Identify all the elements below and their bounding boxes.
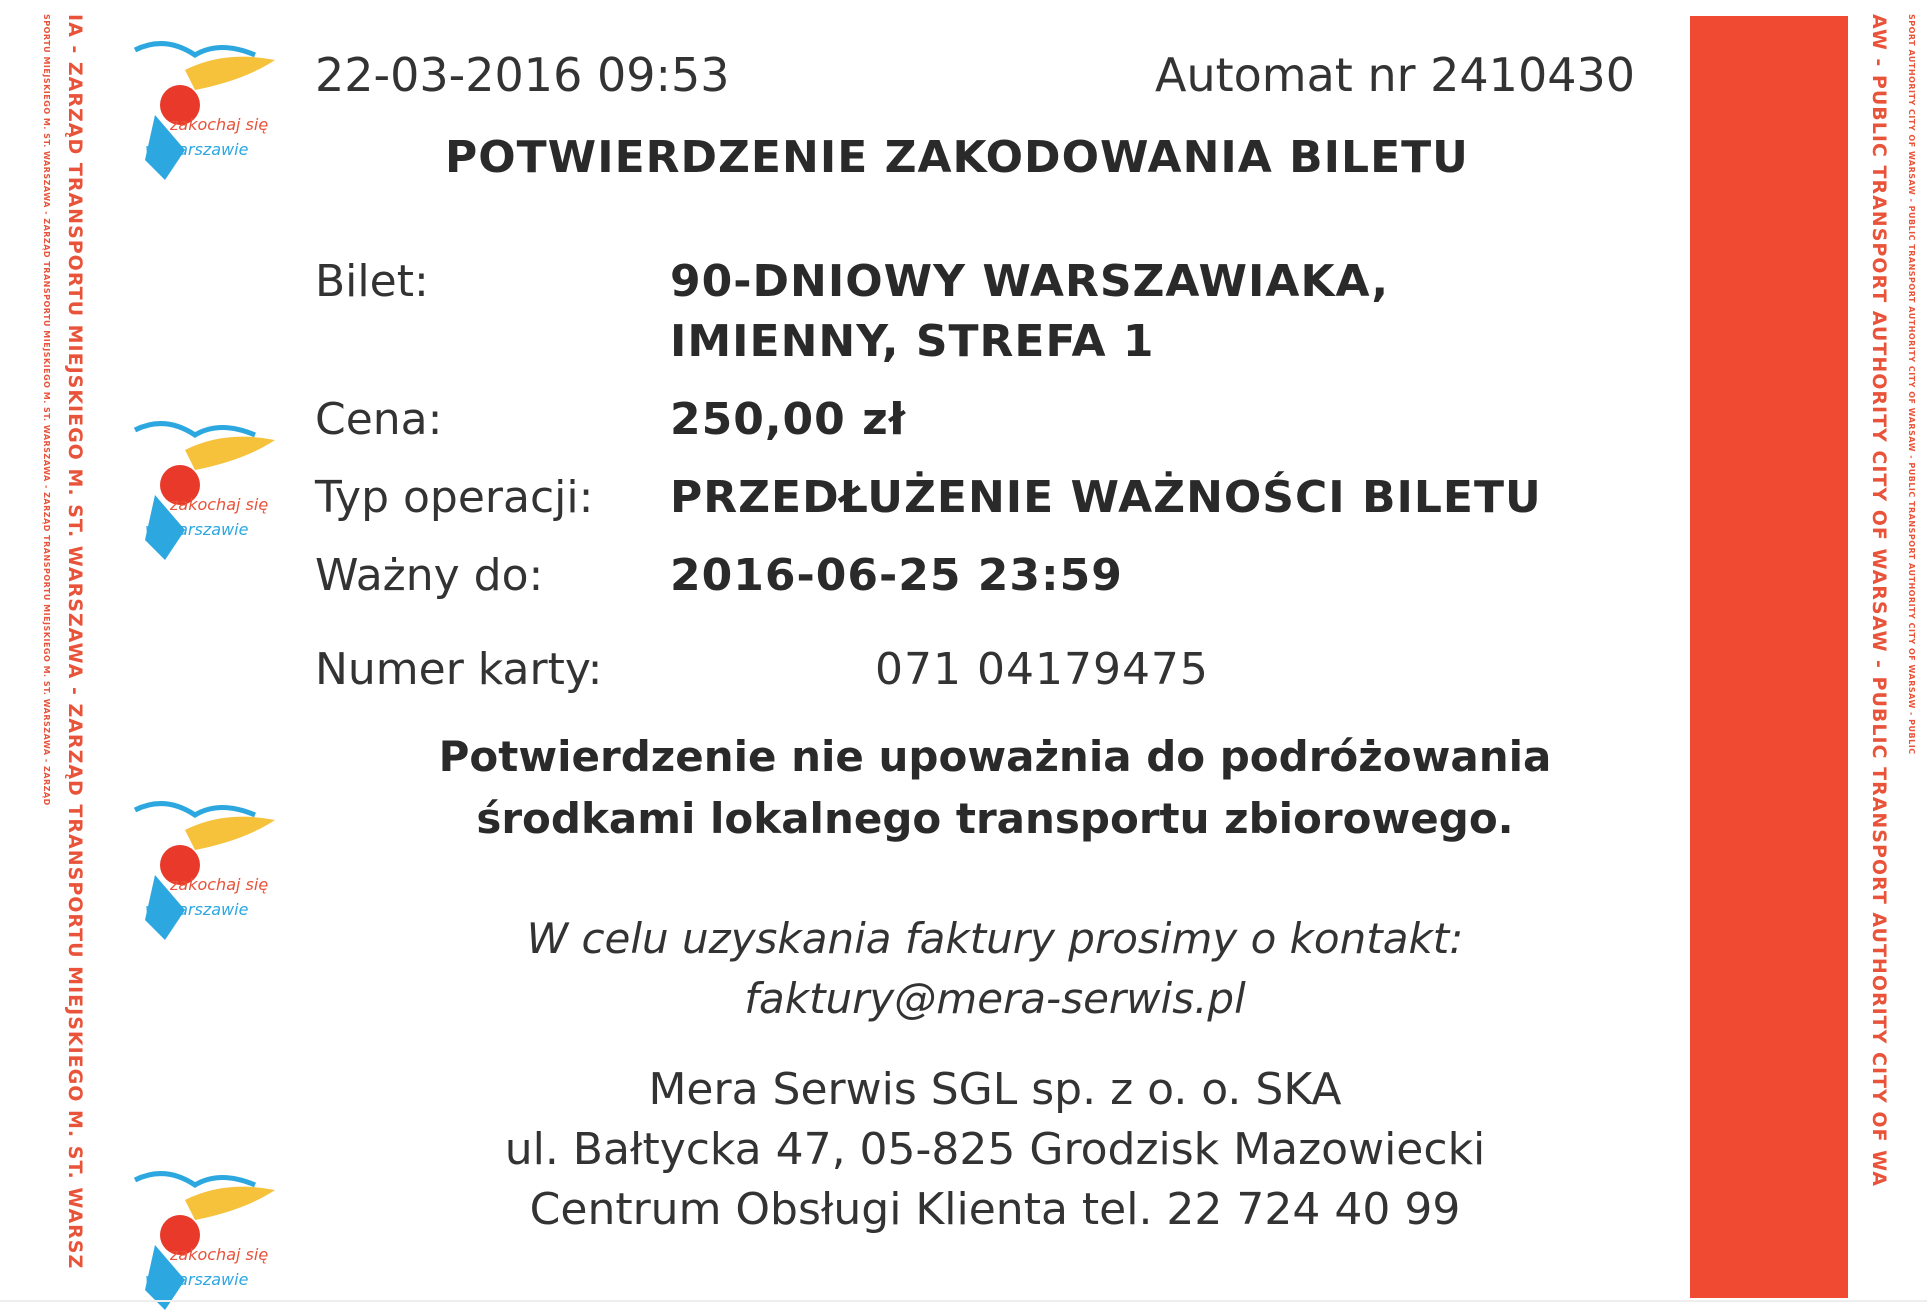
svg-text:zakochaj się: zakochaj się [170, 495, 269, 514]
company-name: Mera Serwis SGL sp. z o. o. SKA [648, 1064, 1342, 1115]
svg-text:w Warszawie: w Warszawie [145, 140, 249, 159]
card-number-label: Numer karty: [315, 644, 603, 695]
ticket-value-line1: 90-DNIOWY WARSZAWIAKA, [670, 256, 1390, 307]
price-label: Cena: [315, 394, 443, 445]
svg-text:w Warszawie: w Warszawie [145, 520, 249, 539]
operation-value: PRZEDŁUŻENIE WAŻNOŚCI BILETU [670, 472, 1542, 523]
notice-line1: Potwierdzenie nie upoważnia do podróżowania [438, 732, 1552, 781]
document-title: POTWIERDZENIE ZAKODOWANIA BILETU [445, 132, 1469, 183]
left-strip-authority-text: IA - ZARZĄD TRANSPORTU MIEJSKIEGO M. ST. WARSZAWA - ZARZĄD TRANSPORTU MIEJSKIEGO M. ST. WARSZ [64, 14, 86, 1270]
issue-datetime: 22-03-2016 09:53 [315, 48, 730, 102]
ticket-value-line2: IMIENNY, STREFA 1 [670, 316, 1155, 367]
red-band [1690, 16, 1848, 1298]
warsaw-logo-icon [125, 790, 275, 950]
invoice-line1: W celu uzyskania faktury prosimy o kontakt: [526, 914, 1464, 963]
svg-text:zakochaj się: zakochaj się [170, 875, 269, 894]
svg-text:w Warszawie: w Warszawie [145, 1270, 249, 1289]
invoice-email: faktury@mera-serwis.pl [744, 974, 1246, 1023]
warsaw-logo-icon [125, 30, 275, 190]
left-strip-small-text: SPORTU MIEJSKIEGO M. ST. WARSZAWA - ZARZĄD TRANSPORTU MIEJSKIEGO M. ST. WARSZAWA - ZARZĄD TRANSPORTU MIEJSKIEGO M. ST. WARSZAWA - ZARZĄD [42, 14, 51, 806]
company-phone: Centrum Obsługi Klienta tel. 22 724 40 99 [529, 1184, 1461, 1235]
valid-until-value: 2016-06-25 23:59 [670, 550, 1123, 601]
notice-line2: środkami lokalnego transportu zbiorowego. [476, 794, 1514, 843]
ticket-label: Bilet: [315, 256, 429, 307]
svg-text:w Warszawie: w Warszawie [145, 900, 249, 919]
ticket-edge [0, 1300, 1927, 1302]
price-value: 250,00 zł [670, 394, 907, 445]
operation-label: Typ operacji: [315, 472, 594, 523]
right-strip-small-text: SPORT AUTHORITY CITY OF WARSAW - PUBLIC TRANSPORT AUTHORITY CITY OF WARSAW - PUBLIC TRANSPORT AUTHORITY CITY OF WARSAW - PUBLIC [1907, 14, 1916, 755]
machine-number: Automat nr 2410430 [1155, 48, 1636, 102]
svg-text:zakochaj się: zakochaj się [170, 1245, 269, 1264]
warsaw-logo-icon [125, 410, 275, 570]
card-number-value: 071 04179475 [875, 644, 1209, 695]
right-strip-authority-text: AW - PUBLIC TRANSPORT AUTHORITY CITY OF WARSAW - PUBLIC TRANSPORT AUTHORITY CITY OF WA [1868, 14, 1890, 1187]
warsaw-logo-icon [125, 1160, 275, 1316]
valid-until-label: Ważny do: [315, 550, 544, 601]
right-security-strip [1848, 0, 1927, 1316]
left-security-strip [0, 0, 300, 1316]
svg-text:zakochaj się: zakochaj się [170, 115, 269, 134]
company-address: ul. Bałtycka 47, 05-825 Grodzisk Mazowiecki [504, 1124, 1486, 1175]
